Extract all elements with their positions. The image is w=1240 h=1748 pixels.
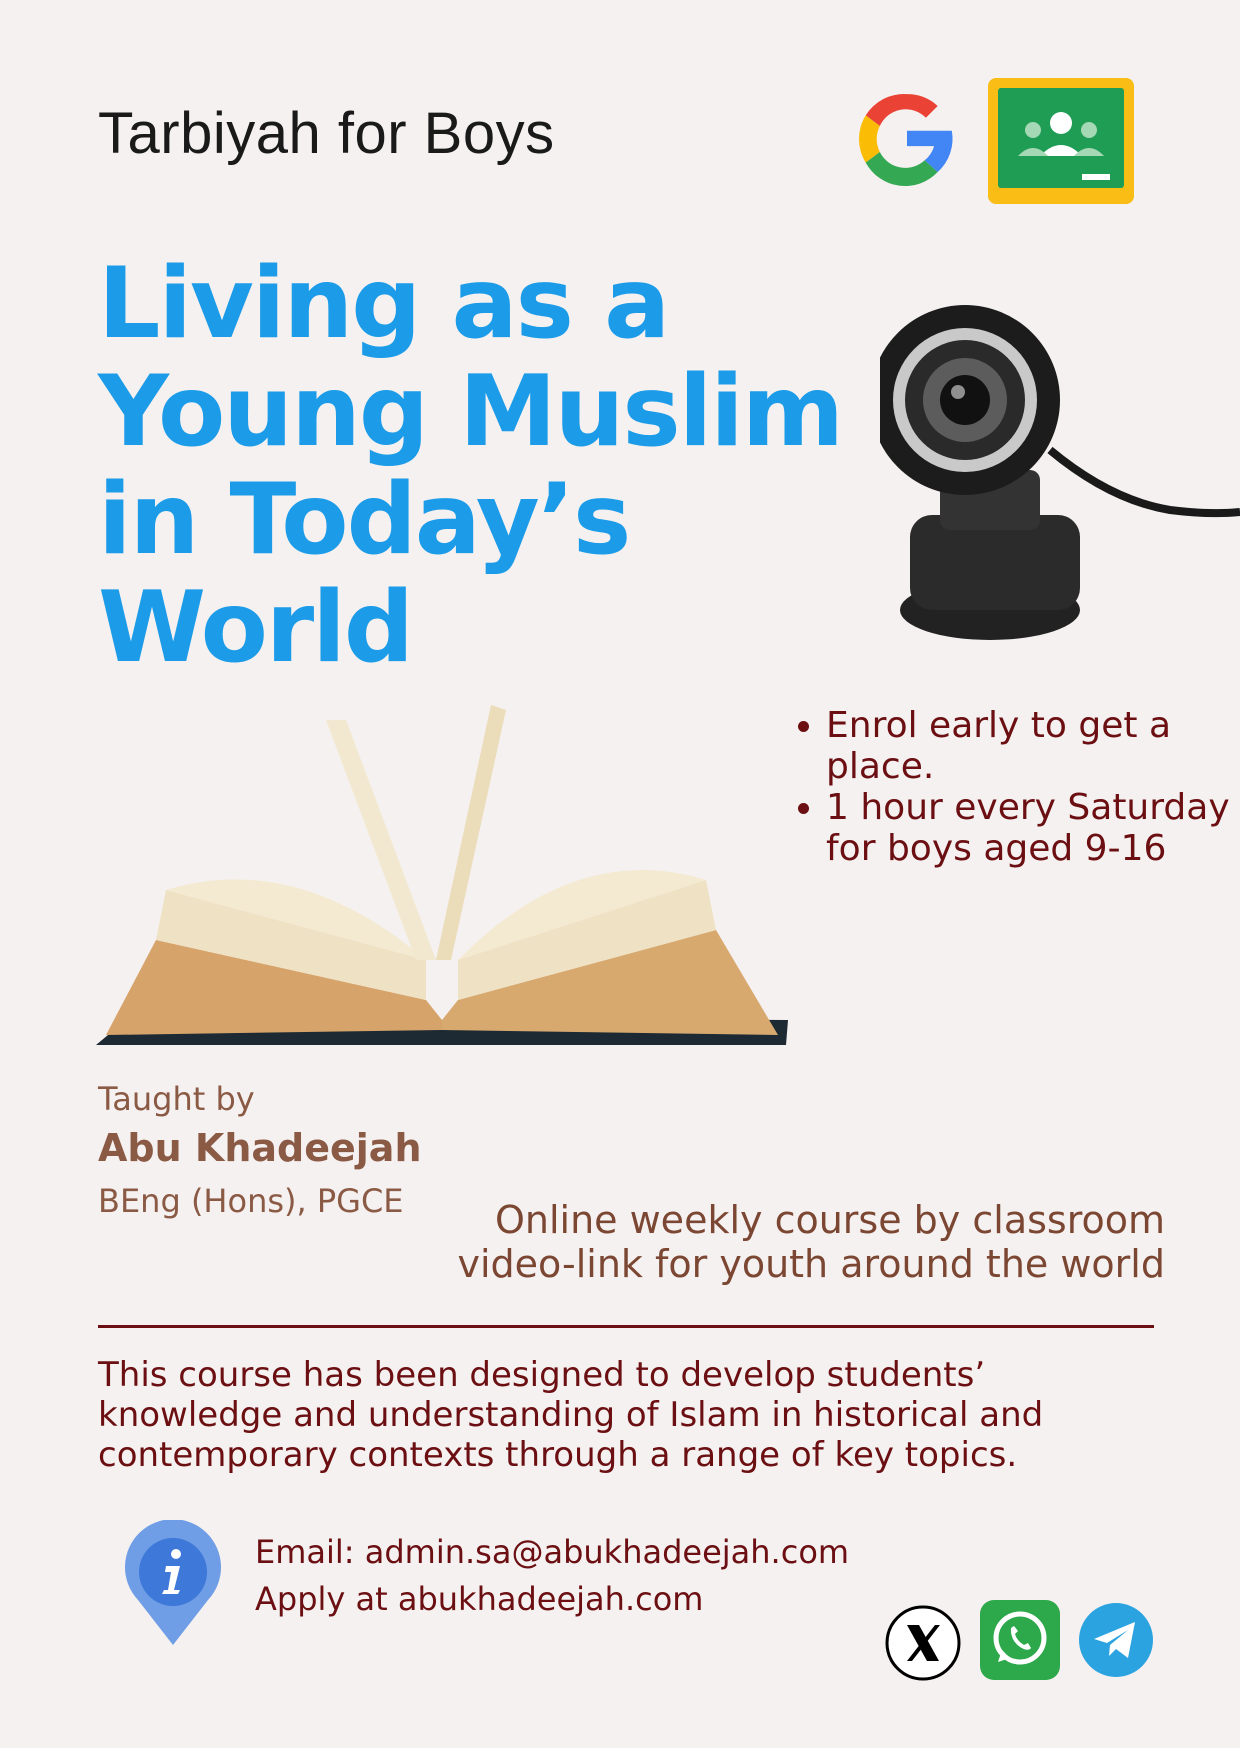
highlight-item: • Enrol early to get a place. — [826, 705, 1240, 787]
course-about — [98, 1355, 1178, 1475]
google-icon — [848, 80, 966, 198]
taught-by-label: Taught by — [98, 1080, 255, 1118]
teacher-name: Abu Khadeejah — [98, 1126, 422, 1170]
course-title-line-1: Living as a — [98, 247, 669, 361]
whatsapp-icon[interactable] — [980, 1600, 1060, 1680]
course-title-line-2: Young Muslim — [98, 355, 843, 469]
open-book-image — [96, 700, 788, 1050]
telegram-icon[interactable] — [1078, 1602, 1154, 1678]
course-delivery-line-1: Online weekly course by classroom — [494, 1198, 1165, 1242]
course-delivery-line-2: video-link for youth around the world — [457, 1242, 1165, 1286]
x-icon[interactable] — [885, 1605, 961, 1681]
webcam-image — [880, 300, 1240, 650]
highlights-list — [780, 705, 1240, 869]
divider — [98, 1325, 1154, 1328]
teacher-credentials: BEng (Hons), PGCE — [98, 1182, 404, 1220]
info-pin-icon — [118, 1520, 228, 1645]
course-about-line-1: This course has been designed to develop students’ — [98, 1355, 986, 1395]
google-classroom-icon — [988, 78, 1134, 204]
course-about-line-2: knowledge and understanding of Islam in historical and — [98, 1395, 1044, 1435]
course-about-line-3: contemporary contexts through a range of key topics. — [98, 1435, 1018, 1475]
course-title — [98, 247, 858, 685]
contact-email[interactable]: Email: admin.sa@abukhadeejah.com — [255, 1533, 850, 1571]
course-title-line-4: World — [98, 571, 413, 685]
highlight-item: • 1 hour every Saturday for boys aged 9-16 — [826, 787, 1240, 869]
program-title: Tarbiyah for Boys — [98, 101, 555, 166]
course-title-line-3: in Today’s — [98, 463, 630, 577]
apply-link[interactable]: Apply at abukhadeejah.com — [255, 1580, 704, 1618]
course-delivery — [420, 1198, 1165, 1286]
